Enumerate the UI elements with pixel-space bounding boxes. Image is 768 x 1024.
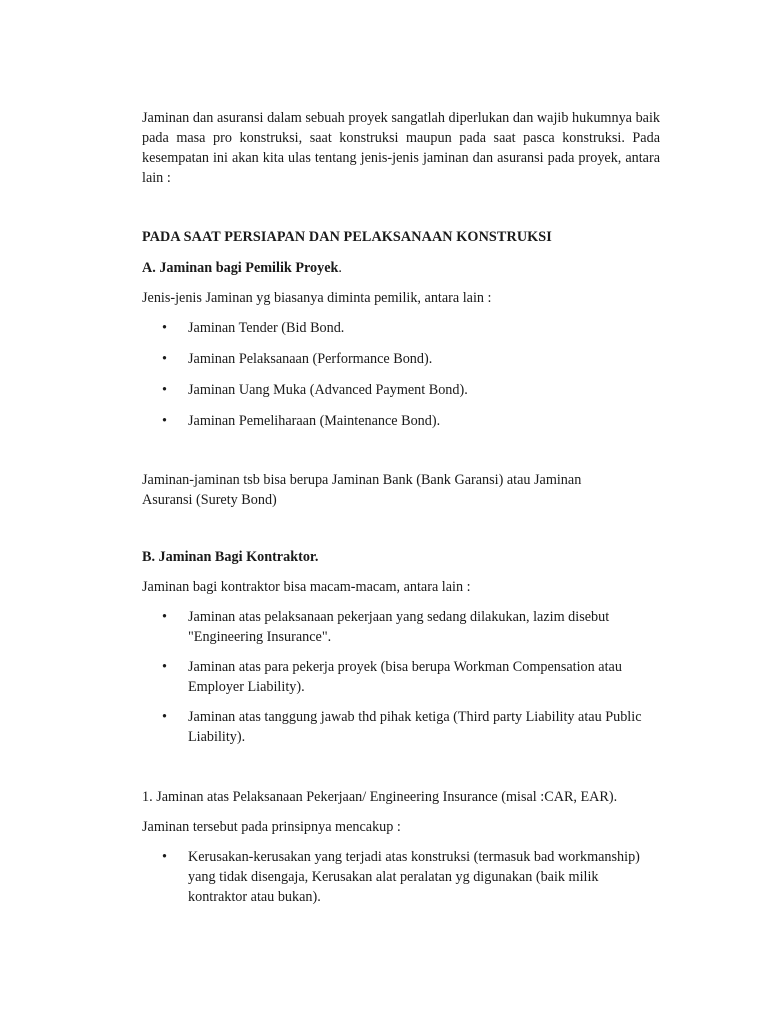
section-1-lead: Jaminan tersebut pada prinsipnya mencakup : <box>142 819 401 835</box>
list-item <box>142 707 660 747</box>
list-item <box>142 349 660 369</box>
list-item-text: Jaminan atas tanggung jawab thd pihak ketiga (Third party Liability atau Public Liability). <box>188 709 642 745</box>
bullet-icon: • <box>162 609 167 625</box>
list-item <box>142 657 660 697</box>
section-1-title: 1. Jaminan atas Pelaksanaan Pekerjaan/ Engineering Insurance (misal :CAR, EAR). <box>142 789 618 805</box>
intro-paragraph: Jaminan dan asuransi dalam sebuah proyek sangatlah diperlukan dan wajib hukumnya baik pada masa pro konstruksi, saat konstruksi maupun pada saat pasca konstruksi. Pada kesempatan ini akan kita ulas tentang jenis-jenis jaminan dan asuransi pada proyek, antara lain : <box>142 110 660 186</box>
list-item <box>142 607 660 647</box>
bullet-icon: • <box>162 351 167 367</box>
section-a-title-suffix: . <box>338 260 342 276</box>
bullet-icon: • <box>162 659 167 675</box>
section-b-lead: Jaminan bagi kontraktor bisa macam-macam, antara lain : <box>142 579 471 595</box>
list-item-text: Jaminan Pemeliharaan (Maintenance Bond). <box>188 413 441 429</box>
section-a-title-text: A. Jaminan bagi Pemilik Proyek <box>142 260 339 276</box>
section-a-list <box>142 318 660 431</box>
list-item-text: Kerusakan-kerusakan yang terjadi atas konstruksi (termasuk bad workmanship) yang tidak disengaja, Kerusakan alat peralatan yg digunakan (baik milik kontraktor atau bukan). <box>188 849 640 905</box>
bullet-icon: • <box>162 320 167 336</box>
list-item <box>142 411 660 431</box>
list-item <box>142 318 660 338</box>
section-a-title <box>142 258 660 278</box>
list-item-text: Jaminan Uang Muka (Advanced Payment Bond). <box>188 382 468 398</box>
section-b-title: B. Jaminan Bagi Kontraktor. <box>142 549 319 565</box>
bullet-icon: • <box>162 413 167 429</box>
section-a-lead: Jenis-jenis Jaminan yg biasanya diminta pemilik, antara lain : <box>142 290 492 306</box>
list-item-text: Jaminan Tender (Bid Bond. <box>188 320 345 336</box>
section-a-note: Jaminan-jaminan tsb bisa berupa Jaminan Bank (Bank Garansi) atau Jaminan Asuransi (Surety Bond) <box>142 472 582 508</box>
list-item-text: Jaminan Pelaksanaan (Performance Bond). <box>188 351 433 367</box>
bullet-icon: • <box>162 382 167 398</box>
bullet-icon: • <box>162 709 167 725</box>
list-item-text: Jaminan atas para pekerja proyek (bisa berupa Workman Compensation atau Employer Liability). <box>188 659 622 695</box>
section-b-list <box>142 607 660 747</box>
list-item <box>142 847 660 907</box>
section-heading: PADA SAAT PERSIAPAN DAN PELAKSANAAN KONSTRUKSI <box>142 229 552 245</box>
list-item-text: Jaminan atas pelaksanaan pekerjaan yang sedang dilakukan, lazim disebut "Engineering Insurance". <box>188 609 610 645</box>
section-1-list <box>142 847 660 907</box>
bullet-icon: • <box>162 849 167 865</box>
list-item <box>142 380 660 400</box>
